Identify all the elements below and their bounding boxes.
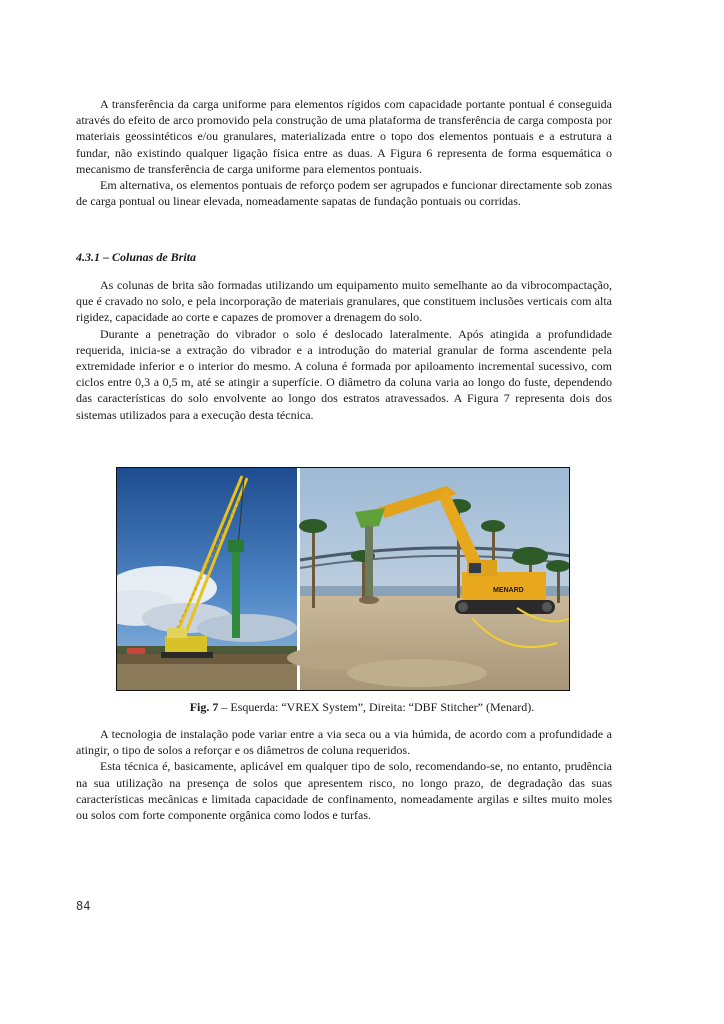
figure-7-photos — [116, 467, 570, 691]
paragraph: As colunas de brita são formadas utilizando um equipamento muito semelhante ao da vibrocompactação, que é cravado no solo, e pela incorporação de materiais granulares, que constituem inclusões verticais com alta rigidez, capacidade ao corte e capazes de promover a drenagem do solo. — [76, 278, 612, 325]
section-text — [76, 277, 612, 423]
paragraph: A tecnologia de instalação pode variar entre a via seca ou a via húmida, de acordo com a profundidade a atingir, o tipo de solos a reforçar e os diâmetros de coluna requeridos. — [76, 727, 612, 758]
caption-label: Fig. 7 — [189, 700, 219, 714]
caption-text: – Esquerda: “VREX System”, Direita: “DBF Stitcher” (Menard). — [218, 700, 535, 714]
section-heading: 4.3.1 – Colunas de Brita — [76, 250, 197, 264]
paragraph: Em alternativa, os elementos pontuais de reforço podem ser agrupados e funcionar directamente sob zonas de carga pontual ou linear elevada, nomeadamente sapatas de fundação pontuais ou corridas. — [76, 178, 612, 209]
figure-caption — [76, 700, 648, 715]
paragraph: Esta técnica é, basicamente, aplicável em qualquer tipo de solo, recomendando-se, no entanto, prudência na sua utilização na presença de solos que apresentem risco, no longo prazo, de degradação das suas características mecânicas e limitada capacidade de confinamento, nomeadamente argilas e siltes muito moles ou solos com forte componente orgânica como lodos e turfas. — [76, 759, 612, 823]
vrex-system-photo — [117, 468, 297, 691]
page-number: 84 — [76, 899, 91, 913]
intro-text — [76, 96, 612, 209]
dbf-stitcher-photo — [287, 468, 570, 691]
closing-text — [76, 726, 612, 823]
machine-brand-label: MENARD — [493, 587, 524, 594]
paragraph: Durante a penetração do vibrador o solo é deslocado lateralmente. Após atingida a profundidade requerida, inicia-se a extração do vibrador e a introdução do material granular de forma ascendente pela extremidade inferior e o interior do mesmo. A coluna é formada por apiloamento incremental sucessivo, com ciclos entre 0,3 a 0,5 m, até se atingir a superfície. O diâmetro da coluna varia ao longo do fuste, dependendo das características do solo envolvente ao longo dos estratos atravessados. A Figura 7 representa dois dos sistemas utilizados para a execução desta técnica. — [76, 326, 612, 422]
paragraph: A transferência da carga uniforme para elementos rígidos com capacidade portante pontual é conseguida através do efeito de arco promovido pela construção de uma plataforma de transferência de carga composta por materiais geossintéticos e/ou granulares, materializada entre o topo dos elementos pontuais e a estrutura a fundar, não existindo qualquer ligação física entre as duas. A Figura 6 representa de forma esquemática o mecanismo de transferência de carga uniforme para elementos pontuais. — [76, 97, 612, 176]
